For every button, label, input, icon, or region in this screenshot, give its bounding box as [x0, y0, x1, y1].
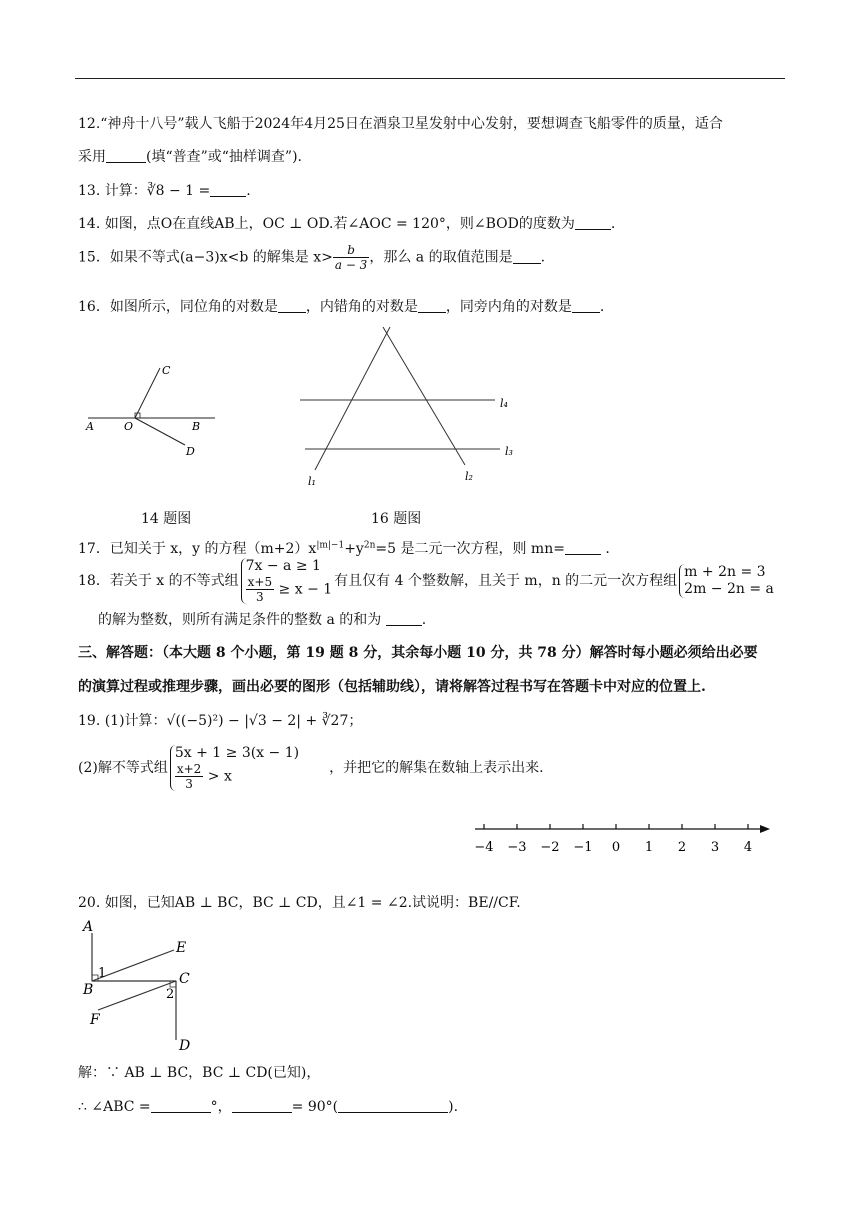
label-A: A — [86, 420, 94, 433]
q18: 18．若关于 x 的不等式组 7x − a ≥ 1 $\frac{x+5}{3}$ ≥ x − 1 有且仅有 4 个整数解，且关于 m，n 的二元一次方程组 m + 2n = 3 2m − 2n = a — [78, 558, 774, 604]
q12-line2: 采用 (填“普查”或“抽样调查”). — [78, 149, 303, 165]
q20-solution-line1: 解：∵ AB ⊥ BC，BC ⊥ CD(已知)， — [78, 1065, 321, 1081]
answer-blank[interactable] — [338, 1098, 448, 1113]
arrow-right-icon — [760, 825, 770, 833]
q19-part1: 19. (1)计算：√((−5)²) − |√3 − 2| + ∛27； — [78, 713, 363, 729]
q15: 15．如果不等式(a−3)x<b 的解集是 x> $\frac{b}{a - 3}$ ，那么 a 的取值范围是 . — [78, 243, 546, 272]
q17: 17．已知关于 x，y 的方程$(m+2)x^{|m|-1}+y^{2n}=5$ 是二元一次方程，则 mn= . — [78, 540, 610, 557]
number-line-label: −4 — [474, 840, 494, 855]
number-line — [470, 815, 780, 860]
figure-14-caption: 14 题图 — [141, 511, 192, 527]
answer-blank[interactable] — [151, 1098, 211, 1113]
label-E: E — [176, 940, 187, 956]
label-l4: l₄ — [500, 397, 508, 410]
label-l2: l₂ — [465, 470, 473, 483]
q13: 13. 计算：∛8 − 1 = . — [78, 183, 251, 199]
q18-line2: 的解为整数，则所有满足条件的整数 a 的和为 . — [98, 612, 427, 628]
answer-blank[interactable] — [575, 215, 611, 230]
label-B: B — [83, 982, 94, 998]
q12-line1: 12.“神舟十八号”载人飞船于2024年4月25日在酒泉卫星发射中心发射，要想调查飞船零件的质量，适合 — [78, 116, 723, 132]
number-line-label: 3 — [710, 840, 720, 855]
q20-statement: 20. 如图，已知AB ⊥ BC，BC ⊥ CD，且∠1 = ∠2.试说明：BE//CF. — [78, 895, 521, 911]
answer-blank[interactable] — [278, 298, 306, 313]
number-line-label: 1 — [644, 840, 654, 855]
answer-blank[interactable] — [106, 148, 146, 163]
label-B: B — [192, 420, 201, 433]
answer-blank[interactable] — [418, 298, 446, 313]
label-D: D — [186, 445, 195, 458]
header-rule — [75, 78, 785, 79]
label-l1: l₁ — [308, 475, 316, 488]
label-angle-2: 2 — [166, 987, 175, 1002]
number-line-label: −3 — [507, 840, 527, 855]
label-C: C — [179, 971, 190, 987]
section-3-line1: 三、解答题：（本大题 8 个小题，第 19 题 8 分，其余每小题 10 分，共 78 分）解答时每小题必须给出必要 — [78, 645, 758, 661]
q14: 14. 如图，点O在直线AB上，OC ⊥ OD.若∠AOC = 120°，则∠BOD的度数为 . — [78, 216, 616, 232]
q16: 16．如图所示，同位角的对数是 ，内错角的对数是 ，同旁内角的对数是 . — [78, 299, 605, 315]
line-l2 — [383, 327, 465, 465]
number-line-label: 4 — [743, 840, 753, 855]
label-C: C — [162, 364, 171, 377]
figure-14 — [80, 360, 230, 470]
segment-CF — [98, 981, 176, 1010]
answer-blank[interactable] — [565, 540, 601, 555]
figure-16 — [295, 325, 525, 495]
inequality-system: 5x + 1 ≥ 3(x − 1) $\frac{x+2}{3}$ > x — [170, 745, 299, 791]
answer-blank[interactable] — [232, 1098, 292, 1113]
number-line-label: −2 — [540, 840, 560, 855]
figure-20 — [80, 915, 210, 1055]
label-angle-1: 1 — [98, 966, 107, 981]
label-O: O — [124, 420, 134, 433]
equation-system: m + 2n = 3 2m − 2n = a — [679, 564, 774, 598]
q20-solution-line2: ∴ ∠ABC = °， = 90°( ). — [78, 1099, 459, 1115]
answer-blank[interactable] — [210, 182, 246, 197]
label-F: F — [90, 1012, 100, 1028]
fraction: $\frac{b}{a - 3}$ — [334, 243, 368, 272]
label-l3: l₃ — [505, 445, 513, 458]
section-3-line2: 的演算过程或推理步骤，画出必要的图形（包括辅助线），请将解答过程书写在答题卡中对应的位置上. — [78, 679, 706, 695]
ray-OD — [135, 418, 185, 445]
answer-blank[interactable] — [386, 611, 422, 626]
number-line-label: 0 — [611, 840, 621, 855]
label-D: D — [179, 1038, 191, 1054]
ray-OC — [135, 368, 160, 418]
figure-16-caption: 16 题图 — [371, 511, 422, 527]
label-A: A — [83, 919, 94, 935]
answer-blank[interactable] — [572, 298, 600, 313]
q19-part2: (2)解不等式组 5x + 1 ≥ 3(x − 1) $\frac{x+2}{3}$ > x ，并把它的解集在数轴上表示出来. — [78, 745, 544, 791]
answer-blank[interactable] — [513, 249, 541, 264]
inequality-system: 7x − a ≥ 1 $\frac{x+5}{3}$ ≥ x − 1 — [241, 558, 333, 604]
number-line-label: 2 — [677, 840, 687, 855]
number-line-label: −1 — [573, 840, 593, 855]
